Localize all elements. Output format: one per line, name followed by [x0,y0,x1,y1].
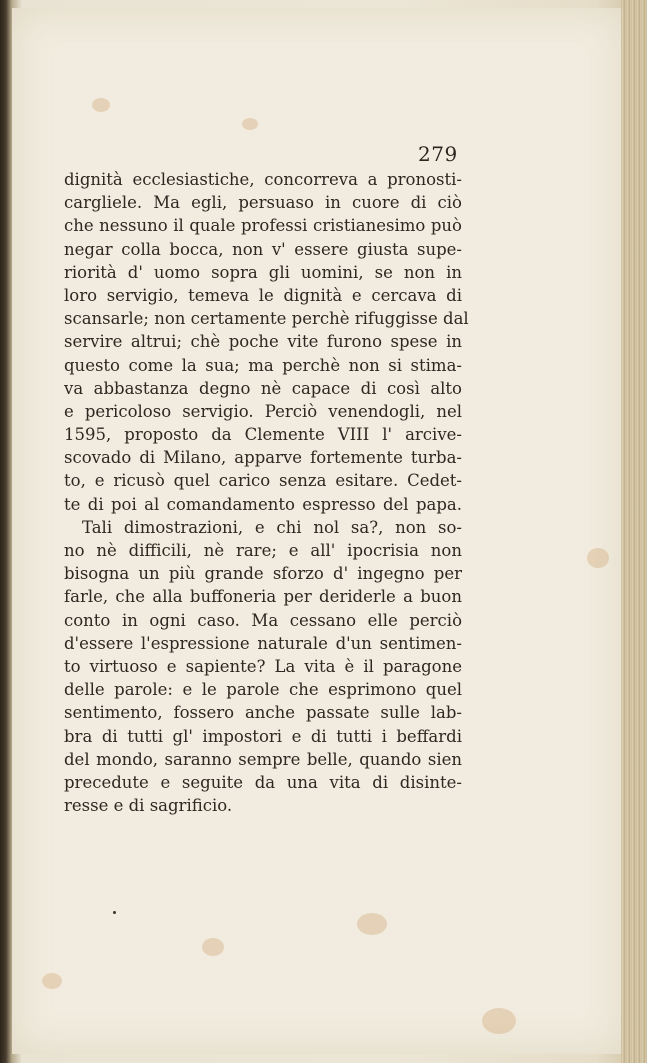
text-line: scovado di Milano, apparve fortemente turba- [64,448,462,468]
text-line: che nessuno il quale professi cristianesimo può [64,216,462,236]
foxing-spot [357,913,387,935]
text-line: dignità ecclesiastiche, concorreva a pronosti- [64,170,462,189]
foxing-spot [482,1008,516,1034]
text-line: farle, che alla buffoneria per deriderle a buon [64,587,462,607]
text-line: questo come la sua; ma perchè non si stima- [64,355,462,375]
page-number: 279 [418,142,458,166]
text-line: delle parole: e le parole che esprimono quel [64,680,462,700]
foxing-spot [92,98,110,112]
text-line: del mondo, saranno sempre belle, quando sien [64,749,462,769]
text-line: riorità d' uomo sopra gli uomini, se non in [64,262,462,282]
text-line: Tali dimostrazioni, e chi nol sa?, non so- [82,517,462,537]
body-text [64,168,469,817]
foxing-spot [42,973,62,989]
text-line: resse e di sagrificio. [64,796,233,816]
text-line: conto in ogni caso. Ma cessano elle perciò [64,610,462,630]
foxing-spot [202,938,224,956]
text-line: to virtuoso e sapiente? La vita è il paragone [64,656,462,676]
text-line: servire altrui; chè poche vite furono spese in [64,332,462,352]
ink-mark [113,911,116,914]
text-line: loro servigio, temeva le dignità e cercava di [64,285,462,305]
text-line: precedute e seguite da una vita di disinte- [64,772,462,792]
text-line: cargliele. Ma egli, persuaso in cuore di ciò [64,193,462,213]
text-line: 1595, proposto da Clemente VIII l' arcive- [64,425,462,445]
text-line: va abbastanza degno nè capace di così alto [64,378,462,398]
text-line: to, e ricusò quel carico senza esitare. Cedet- [64,471,462,491]
text-line: e pericoloso servigio. Perciò venendogli, nel [64,401,462,421]
text-line: d'essere l'espressione naturale d'un sentimen- [64,633,462,653]
text-line: bisogna un più grande sforzo d' ingegno per [64,564,462,584]
text-line: negar colla bocca, non v' essere giusta supe- [64,239,462,259]
text-line: bra di tutti gl' impostori e di tutti i beffardi [64,726,462,746]
text-line: te di poi al comandamento espresso del papa. [64,494,462,514]
text-line: no nè difficili, nè rare; e all' ipocrisia non [64,541,462,560]
page-edges [621,0,647,1063]
text-line: sentimento, fossero anche passate sulle lab- [64,703,462,723]
foxing-spot [242,118,258,130]
foxing-spot [587,548,609,568]
text-line: scansarle; non certamente perchè rifuggisse dal [64,309,469,329]
